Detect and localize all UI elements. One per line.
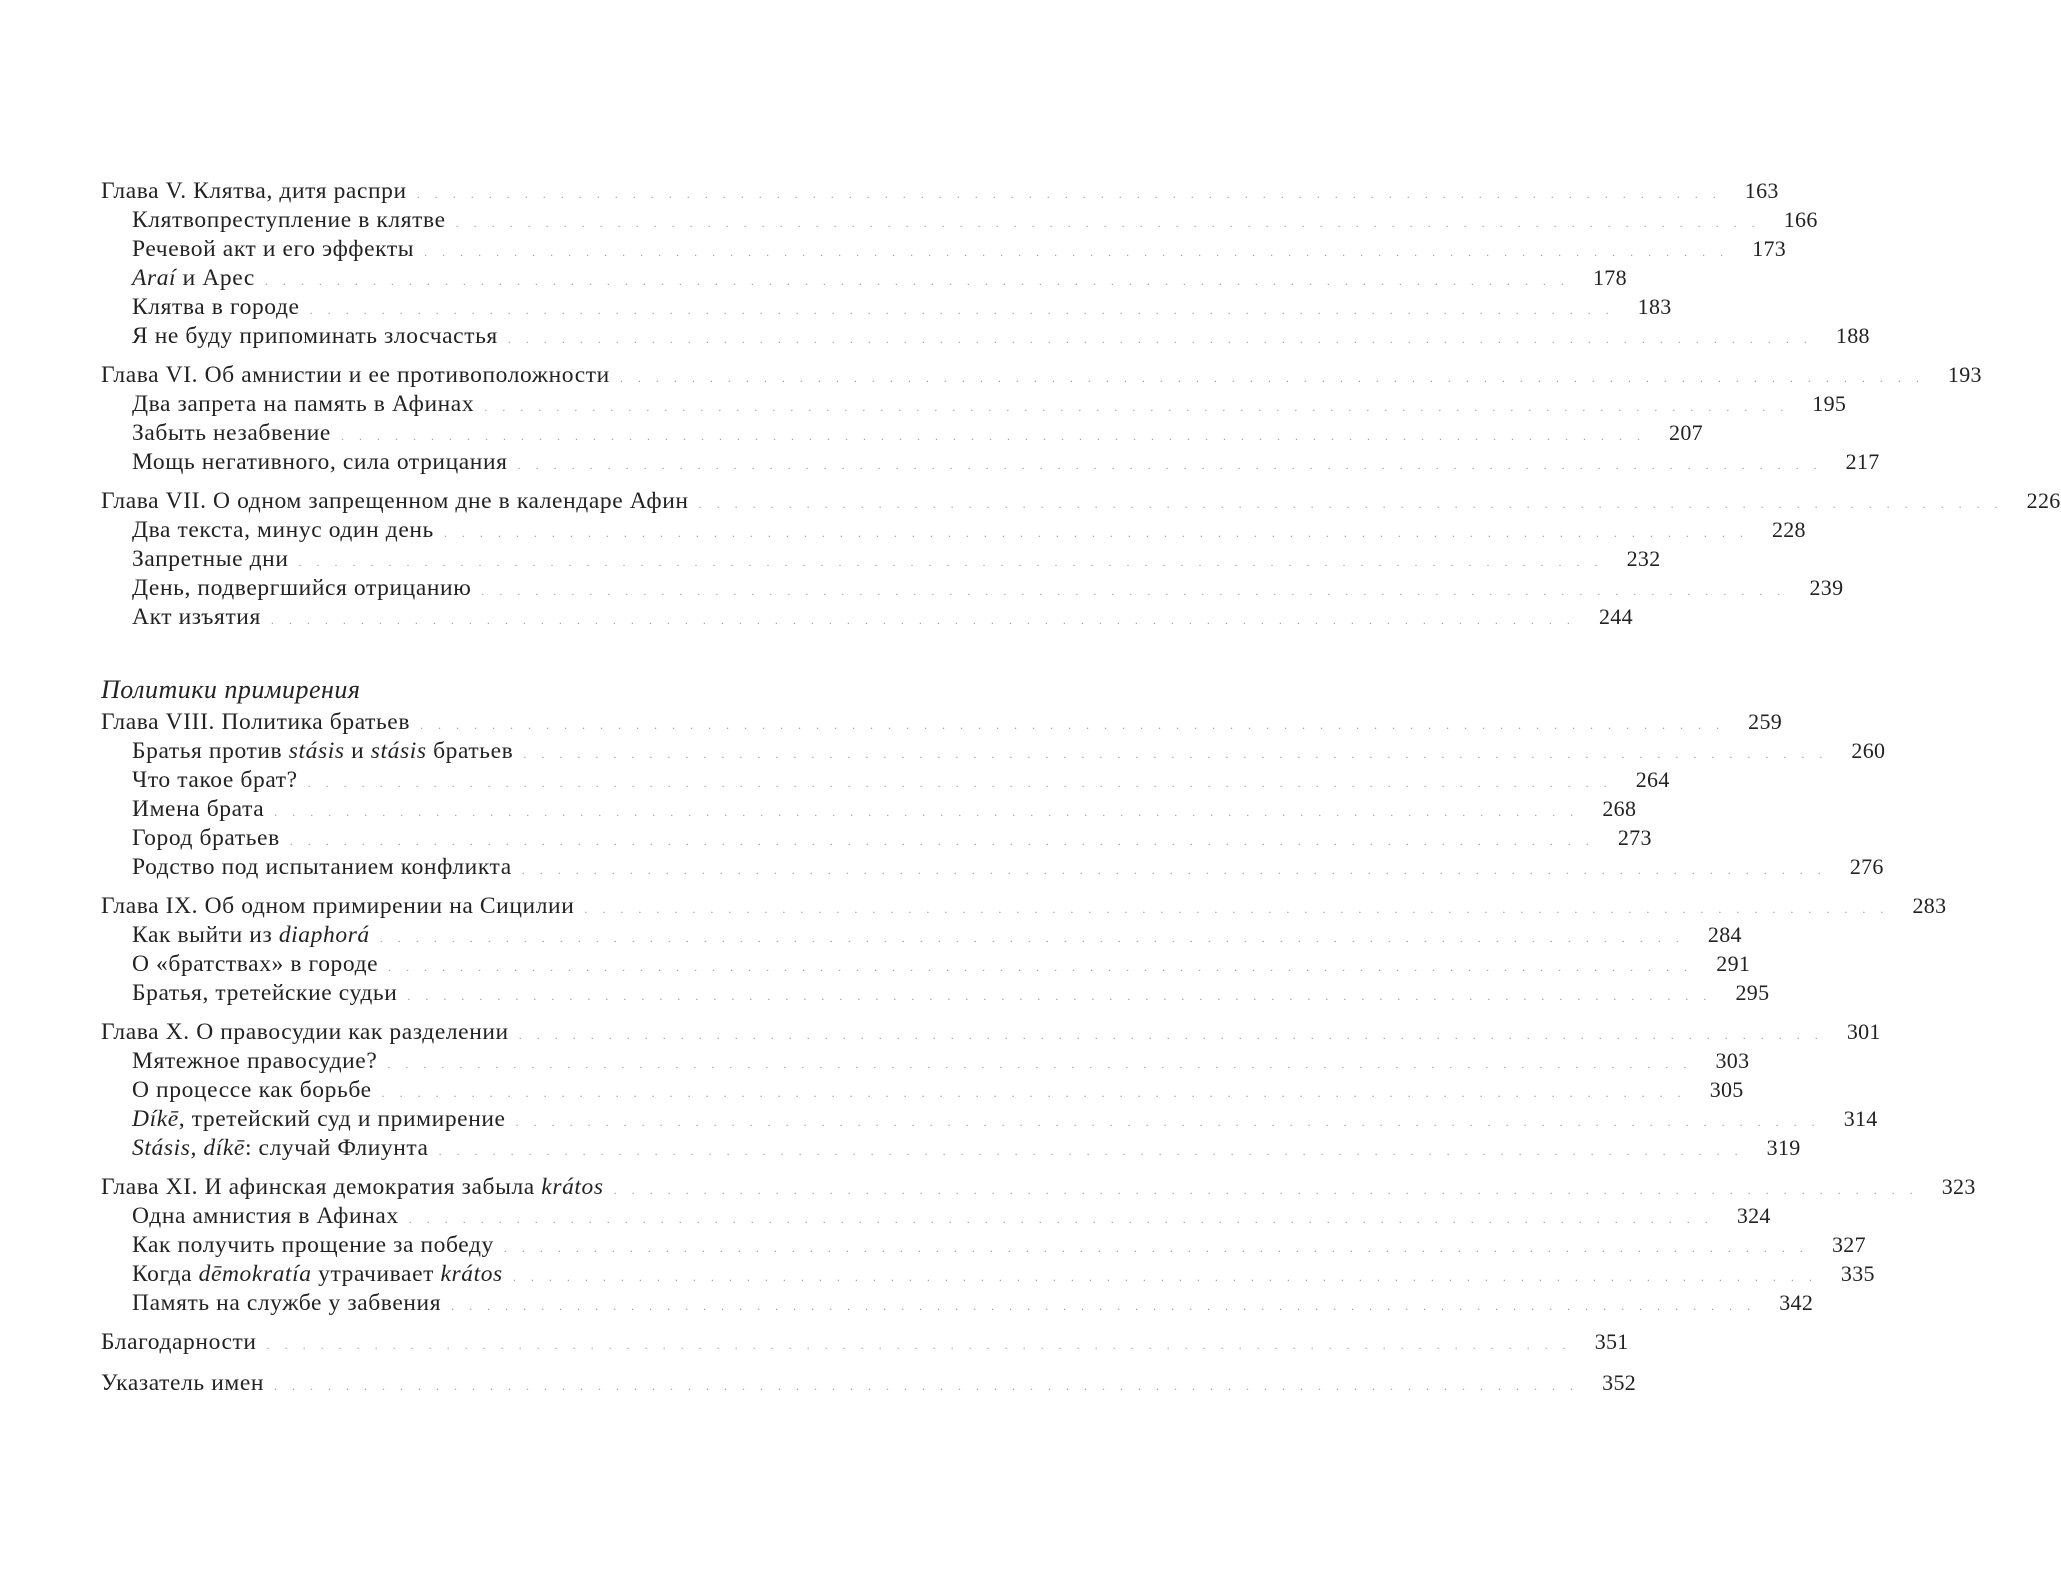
section-title: Родство под испытанием конфликта (132, 854, 512, 880)
dot-leader: ......................................................................... (619, 371, 1934, 385)
chapter-title-italic: krátos (541, 1174, 604, 1200)
section-title: Имена брата (132, 796, 265, 822)
dot-leader: ......................................................................... (438, 1144, 1753, 1158)
chapter-title: Благодарности (101, 1329, 257, 1355)
toc-entry-section[interactable] (101, 1230, 1866, 1259)
section-title: Я не буду припоминать злосчастья (132, 323, 498, 349)
section-title: Речевой акт и его эффекты (132, 236, 415, 262)
section-title-part: Как выйти из (132, 922, 279, 948)
page-number: 301 (1846, 1019, 1881, 1044)
page-number: 319 (1766, 1135, 1801, 1160)
section-title: Мятежное правосудие? (132, 1048, 378, 1074)
chapter-title: Глава VI. Об амнистии и ее противоположности (101, 362, 610, 388)
dot-leader: ......................................................................... (387, 1057, 1702, 1071)
chapter-title: Глава V. Клятва, дитя распри (101, 178, 407, 204)
table-of-contents (101, 176, 2061, 1397)
dot-leader: ......................................................................... (309, 303, 1624, 317)
toc-entry-section[interactable] (101, 1259, 1875, 1288)
chapter-vii-group (101, 486, 2061, 631)
toc-entry-chapter-x[interactable] (101, 1017, 1881, 1046)
dot-leader: ......................................................................... (484, 400, 1799, 414)
dot-leader: ......................................................................... (274, 1379, 1589, 1393)
section-title: Клятва в городе (132, 294, 300, 320)
page-number: 342 (1779, 1290, 1814, 1315)
page-number: 232 (1626, 546, 1661, 571)
dot-leader: ......................................................................... (274, 805, 1589, 819)
toc-entry-section[interactable] (101, 1201, 1771, 1230)
dot-leader: ......................................................................... (420, 718, 1735, 732)
page-number: 228 (1771, 517, 1806, 542)
chapter-v-group (101, 176, 1870, 350)
toc-entry-section[interactable] (101, 1075, 1744, 1104)
page-number: 284 (1707, 922, 1742, 947)
section-title-part: и (344, 738, 371, 764)
toc-entry-section[interactable] (101, 602, 1633, 631)
toc-entry-chapter-ix[interactable] (101, 891, 1947, 920)
toc-entry-section[interactable] (101, 1288, 1814, 1317)
section-title: Клятвопреступление в клятве (132, 207, 446, 233)
toc-entry-chapter-xi[interactable] (101, 1172, 1976, 1201)
dot-leader: ......................................................................... (264, 274, 1579, 288)
chapter-title: Указатель имен (101, 1370, 265, 1396)
toc-entry-section[interactable] (101, 1104, 1878, 1133)
toc-entry-section[interactable] (101, 321, 1870, 350)
page-number: 264 (1635, 767, 1670, 792)
page-number: 303 (1715, 1048, 1750, 1073)
section-title-italic: krátos (440, 1261, 503, 1287)
section-title: О «братствах» в городе (132, 951, 379, 977)
dot-leader: ......................................................................... (408, 1212, 1723, 1226)
section-title-italic: Araí (132, 265, 177, 291)
page-number: 207 (1669, 420, 1703, 445)
chapter-title (101, 1173, 604, 1202)
toc-entry-section[interactable] (101, 447, 1880, 476)
section-title: Город братьев (132, 825, 280, 851)
section-title-italic: stásis (288, 738, 345, 764)
dot-leader: ......................................................................... (298, 555, 1613, 569)
chapter-title: Глава X. О правосудии как разделении (101, 1019, 509, 1045)
section-title: Память на службе у забвения (132, 1290, 442, 1316)
page-number: 352 (1602, 1370, 1637, 1395)
toc-entry-section[interactable] (101, 544, 1661, 573)
chapter-ix-group (101, 891, 1947, 1007)
section-title: Братья, третейские судьи (132, 980, 398, 1006)
section-title-part: , третейский суд и примирение (178, 1106, 506, 1132)
section-title (132, 1105, 506, 1134)
section-title: Забыть незабвение (132, 420, 331, 446)
dot-leader: ......................................................................... (443, 526, 1758, 540)
section-title: О процессе как борьбе (132, 1077, 372, 1103)
section-title: Мощь негативного, сила отрицания (132, 449, 508, 475)
toc-entry-section[interactable] (101, 573, 1844, 602)
toc-entry-section[interactable] (101, 920, 1742, 949)
toc-entry-section[interactable] (101, 234, 1787, 263)
acknowledgements-group (101, 1327, 1629, 1356)
toc-entry-section[interactable] (101, 823, 1652, 852)
toc-entry-section[interactable] (101, 205, 1818, 234)
toc-entry-section[interactable] (101, 794, 1637, 823)
toc-entry-section[interactable] (101, 978, 1770, 1007)
page-number: 327 (1831, 1232, 1866, 1257)
dot-leader: ......................................................................... (518, 1028, 1833, 1042)
toc-entry-section[interactable] (101, 515, 1806, 544)
page-number: 291 (1716, 951, 1751, 976)
dot-leader: ......................................................................... (515, 1115, 1830, 1129)
page-number: 276 (1849, 854, 1884, 879)
page-number: 259 (1748, 709, 1783, 734)
page-number: 260 (1851, 738, 1886, 763)
dot-leader: ......................................................................... (289, 834, 1604, 848)
section-title: Как получить прощение за победу (132, 1232, 494, 1258)
section-title-part: Когда (132, 1261, 199, 1287)
page-number: 323 (1941, 1174, 1976, 1199)
section-title-rest: и Арес (176, 265, 255, 291)
section-title-part: братьев (426, 738, 514, 764)
toc-entry-section[interactable] (101, 852, 1884, 881)
page-number: 305 (1709, 1077, 1744, 1102)
toc-entry-chapter-vi[interactable] (101, 360, 1982, 389)
dot-leader: ......................................................................... (507, 332, 1822, 346)
page-number: 195 (1812, 391, 1847, 416)
toc-entry-section[interactable] (101, 1133, 1801, 1162)
dot-leader: ......................................................................... (512, 1270, 1827, 1284)
section-title: Акт изъятия (132, 604, 261, 630)
chapter-title: Глава VIII. Политика братьев (101, 709, 411, 735)
toc-entry-section[interactable] (101, 263, 1627, 292)
dot-leader: ......................................................................... (584, 902, 1899, 916)
dot-leader: ......................................................................... (523, 747, 1838, 761)
toc-entry-index-of-names[interactable] (101, 1368, 1637, 1397)
part-title: Политики примирения (101, 675, 361, 704)
dot-leader: ......................................................................... (379, 931, 1694, 945)
section-title: Два текста, минус один день (132, 517, 434, 543)
page-number: 324 (1736, 1203, 1771, 1228)
page-number: 314 (1843, 1106, 1878, 1131)
dot-leader: ......................................................................... (698, 497, 2013, 511)
page-number: 239 (1809, 575, 1844, 600)
dot-leader: ......................................................................... (388, 960, 1703, 974)
dot-leader: ......................................................................... (307, 776, 1622, 790)
toc-entry-acknowledgements[interactable] (101, 1327, 1629, 1356)
toc-entry-section[interactable] (101, 765, 1670, 794)
section-title-italic: dēmokratía (198, 1261, 312, 1287)
page-number: 163 (1744, 178, 1779, 203)
chapter-title: Глава IX. Об одном примирении на Сицилии (101, 893, 575, 919)
dot-leader: ......................................................................... (340, 429, 1655, 443)
page-number: 166 (1783, 207, 1818, 232)
page-number: 295 (1735, 980, 1770, 1005)
toc-entry-section[interactable] (101, 292, 1672, 321)
page-number: 273 (1617, 825, 1652, 850)
page-number: 268 (1602, 796, 1637, 821)
chapter-title-part: Глава XI. И афинская демократия забыла (101, 1174, 542, 1200)
section-title-italic: diaphorá (278, 922, 370, 948)
section-title: Что такое брат? (132, 767, 298, 793)
page-number: 183 (1637, 294, 1672, 319)
section-title: Запретные дни (132, 546, 289, 572)
toc-entry-section[interactable] (101, 418, 1703, 447)
toc-entry-section[interactable] (101, 389, 1847, 418)
section-title (132, 1260, 503, 1289)
chapter-viii-group (101, 707, 1886, 881)
dot-leader: ......................................................................... (407, 989, 1722, 1003)
page-number: 173 (1752, 236, 1787, 261)
page-number: 335 (1840, 1261, 1875, 1286)
dot-leader: ......................................................................... (481, 584, 1796, 598)
dot-leader: ......................................................................... (270, 613, 1585, 627)
page-number: 188 (1835, 323, 1870, 348)
page-number: 217 (1845, 449, 1880, 474)
dot-leader: ......................................................................... (381, 1086, 1696, 1100)
chapter-x-group (101, 1017, 1881, 1162)
toc-entry-section[interactable] (101, 736, 1886, 765)
page-number: 244 (1599, 604, 1633, 629)
page-number: 226 (2026, 488, 2061, 513)
dot-leader: ......................................................................... (451, 1299, 1766, 1313)
dot-leader: ......................................................................... (521, 863, 1836, 877)
chapter-title: Глава VII. О одном запрещенном дне в календаре Афин (101, 488, 689, 514)
section-title: Два запрета на память в Афинах (132, 391, 475, 417)
toc-entry-section[interactable] (101, 1046, 1750, 1075)
page-number: 178 (1592, 265, 1627, 290)
section-title: Одна амнистия в Афинах (132, 1203, 399, 1229)
index-of-names-group (101, 1368, 1637, 1397)
dot-leader: ......................................................................... (266, 1338, 1581, 1352)
toc-entry-chapter-viii[interactable] (101, 707, 1783, 736)
dot-leader: ......................................................................... (613, 1183, 1928, 1197)
dot-leader: ......................................................................... (517, 458, 1832, 472)
dot-leader: ......................................................................... (416, 187, 1731, 201)
toc-entry-section[interactable] (101, 949, 1751, 978)
section-title-part: Братья против (132, 738, 289, 764)
section-title-italic: Stásis, díkē (132, 1135, 245, 1161)
section-title-part: утрачивает (311, 1261, 441, 1287)
dot-leader: ......................................................................... (455, 216, 1770, 230)
section-title-part: : случай Флиунта (244, 1135, 429, 1161)
section-title (132, 921, 370, 950)
chapter-xi-group (101, 1172, 1976, 1317)
dot-leader: ......................................................................... (424, 245, 1739, 259)
page-number: 193 (1947, 362, 1982, 387)
page-number: 283 (1912, 893, 1947, 918)
toc-entry-chapter-vii[interactable] (101, 486, 2061, 515)
toc-entry-chapter-v[interactable] (101, 176, 1779, 205)
section-title (132, 1134, 429, 1163)
section-title: День, подвергшийся отрицанию (132, 575, 472, 601)
section-title-italic: stásis (370, 738, 427, 764)
page-number: 351 (1594, 1329, 1629, 1354)
chapter-vi-group (101, 360, 1982, 476)
section-title (132, 264, 255, 293)
section-title-italic: Díkē (132, 1106, 179, 1132)
dot-leader: ......................................................................... (503, 1241, 1818, 1255)
section-title (132, 737, 513, 766)
